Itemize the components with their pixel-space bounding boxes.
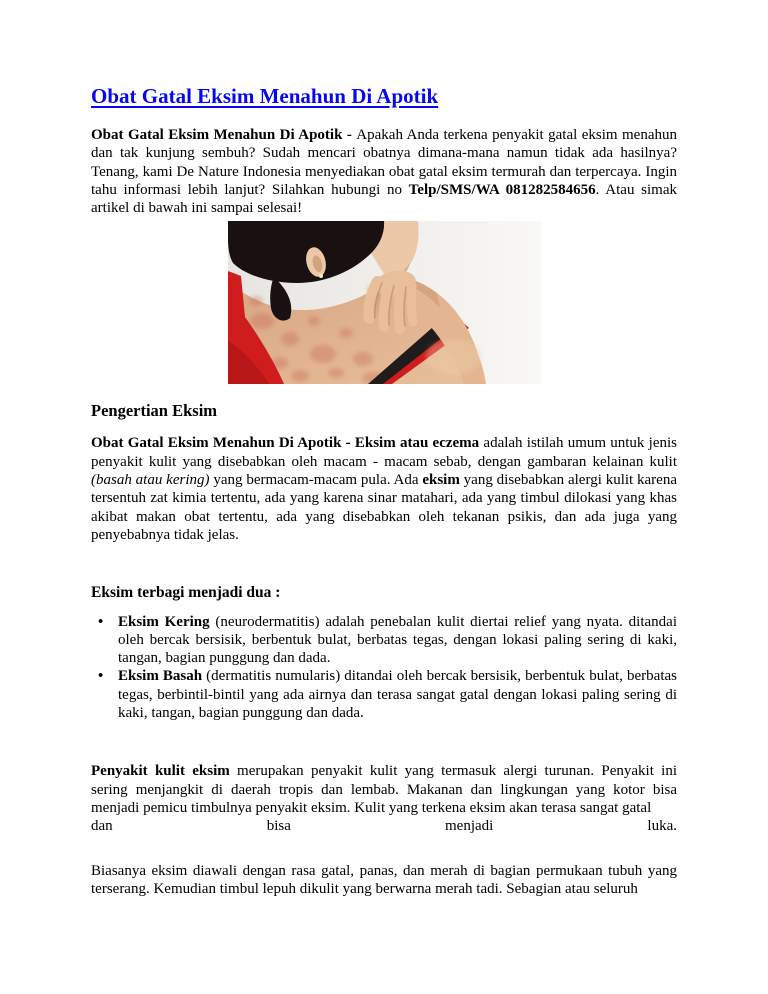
eczema-photo [228, 221, 541, 384]
intro-paragraph: Obat Gatal Eksim Menahun Di Apotik - Apakah Anda terkena penyakit gatal eksim menahun dan tak kunjung sembuh? Sudah mencari obatnya dimana-mana namun tidak ada hasilnya? Tenang, kami De Nature Indonesia menyediakan obat gatal eksim termurah dan terpercaya. Ingin tahu informasi lebih lanjut? Silahkan hubungi no Telp/SMS/WA 081282584656. Atau simak artikel di bawah ini sampai selesai! [91, 127, 677, 217]
list-item-eksim-basah: • Eksim Basah (dermatitis numularis) ditandai oleh bercak bersisik, berbentuk bulat, berbatas tegas, berbintil-bintil yang ada airnya dan terasa sangat gatal dengan lokasi paling sering di kaki, tangan, bagian punggung dan dada. [118, 667, 677, 722]
article-title-link[interactable]: Obat Gatal Eksim Menahun Di Apotik [91, 84, 439, 108]
photo-earring [319, 274, 323, 278]
photo-shoulder-highlight [426, 339, 482, 375]
section-heading-pengertian-eksim: Pengertian Eksim [91, 401, 218, 421]
list-item-eksim-kering: • Eksim Kering (neurodermatitis) adalah penebalan kulit diertai relief yang nyata. ditandai oleh bercak bersisik, berbentuk bulat, berbatas tegas, dengan lokasi paling sering di kaki, tangan, bagian punggung dan dada. [118, 613, 677, 668]
penyakit-justified-last-line: dan bisa menjadi luka. [91, 818, 677, 835]
list-intro-heading: Eksim terbagi menjadi dua : [91, 584, 281, 602]
eksim-types-list [91, 613, 677, 723]
pengertian-paragraph: Obat Gatal Eksim Menahun Di Apotik - Eksim atau eczema adalah istilah umum untuk jenis penyakit kulit yang disebabkan oleh macam - macam sebab, dengan gambaran kelainan kulit (basah atau kering) yang bermacam-macam pula. Ada eksim yang disebabkan alergi kulit karena tersentuh zat kimia tertentu, ada yang karena sinar matahari, ada yang timbul dilokasi yang khas akibat makan obat tertentu, ada yang disebabkan oleh tekanan psikis, dan ada juga yang penyebabnya tidak jelas. [91, 435, 677, 543]
penyakit-paragraph: Penyakit kulit eksim merupakan penyakit kulit yang termasuk alergi turunan. Penyakit ini sering menjangkit di daerah tropis dan lembab. Makanan dan lingkungan yang kotor bisa menjadi pemicu timbulnya penyakit eksim. Kulit yang terkena eksim akan terasa sangat gatal [91, 763, 677, 816]
article-image [228, 221, 541, 384]
biasanya-paragraph: Biasanya eksim diawali dengan rasa gatal, panas, dan merah di bagian permukaan tubuh yang terserang. Kemudian timbul lepuh dikulit yang berwarna merah tadi. Sebagian atau seluruh [91, 862, 677, 897]
